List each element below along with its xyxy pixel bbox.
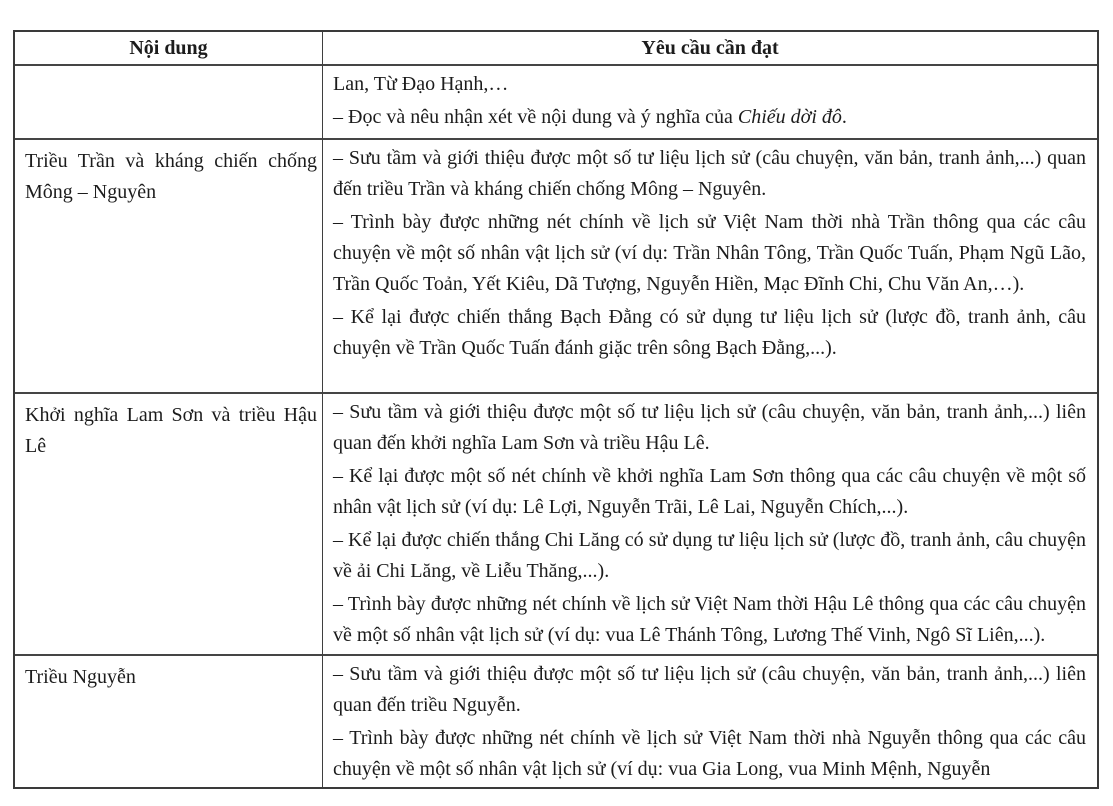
table-header-row bbox=[15, 32, 1097, 66]
requirement-paragraph bbox=[333, 461, 1086, 523]
requirements-cell bbox=[323, 656, 1097, 787]
requirement-paragraph bbox=[333, 143, 1086, 205]
requirement-paragraph bbox=[333, 302, 1086, 364]
content-table bbox=[13, 30, 1099, 789]
requirements-cell bbox=[323, 140, 1097, 394]
text-run: – Sưu tầm và giới thiệu được một số tư liệu lịch sử (câu chuyện, văn bản, tranh ảnh,...) quan đến triều Trần và kháng chiến chống Mông – Nguyên. bbox=[333, 147, 1086, 200]
requirements-cell bbox=[323, 394, 1097, 656]
table-row bbox=[15, 140, 1097, 394]
table-row bbox=[15, 394, 1097, 656]
text-run: – Trình bày được những nét chính về lịch sử Việt Nam thời Hậu Lê thông qua các câu chuyện về một số nhân vật lịch sử (ví dụ: vua Lê Thánh Tông, Lương Thế Vinh, Ngô Sĩ Liên,...). bbox=[333, 593, 1086, 646]
requirement-paragraph bbox=[333, 207, 1086, 300]
requirement-paragraph bbox=[333, 397, 1086, 459]
requirement-paragraph bbox=[333, 723, 1086, 785]
topic-cell: Triều Trần và kháng chiến chống Mông – Nguyên bbox=[15, 140, 323, 394]
requirement-paragraph bbox=[333, 659, 1086, 721]
requirements-cell bbox=[323, 66, 1097, 140]
text-run: Chiếu dời đô bbox=[737, 106, 842, 128]
topic-cell: Khởi nghĩa Lam Sơn và triều Hậu Lê bbox=[15, 394, 323, 656]
requirement-paragraph bbox=[333, 525, 1086, 587]
table-row bbox=[15, 66, 1097, 140]
topic-cell: Triều Nguyễn bbox=[15, 656, 323, 787]
requirement-paragraph bbox=[333, 69, 1086, 100]
text-run: – Kể lại được một số nét chính về khởi nghĩa Lam Sơn thông qua các câu chuyện về một số nhân vật lịch sử (ví dụ: Lê Lợi, Nguyễn Trãi, Lê Lai, Nguyễn Chích,...). bbox=[333, 465, 1086, 518]
text-run: – Trình bày được những nét chính về lịch sử Việt Nam thời nhà Nguyễn thông qua các câu chuyện về một số nhân vật lịch sử (ví dụ: vua Gia Long, vua Minh Mệnh, Nguyễn bbox=[333, 727, 1086, 780]
requirement-paragraph bbox=[333, 589, 1086, 651]
text-run: Lan, Từ Đạo Hạnh,… bbox=[333, 73, 509, 95]
topic-cell bbox=[15, 66, 323, 140]
text-run: – Kể lại được chiến thắng Chi Lăng có sử dụng tư liệu lịch sử (lược đồ, tranh ảnh, câu chuyện về ải Chi Lăng, về Liễu Thăng,...). bbox=[333, 529, 1086, 582]
text-run: – Sưu tầm và giới thiệu được một số tư liệu lịch sử (câu chuyện, văn bản, tranh ảnh,...) liên quan đến triều Nguyễn. bbox=[333, 663, 1086, 716]
text-run: – Sưu tầm và giới thiệu được một số tư liệu lịch sử (câu chuyện, văn bản, tranh ảnh,...) liên quan đến khởi nghĩa Lam Sơn và triều Hậu Lê. bbox=[333, 401, 1086, 454]
table-row bbox=[15, 656, 1097, 787]
text-run: – Trình bày được những nét chính về lịch sử Việt Nam thời nhà Trần thông qua các câu chuyện về một số nhân vật lịch sử (ví dụ: Trần Nhân Tông, Trần Quốc Tuấn, Phạm Ngũ Lão, Trần Quốc Toản, Yết Kiêu, Dã Tượng, Nguyễn Hiền, Mạc Đĩnh Chi, Chu Văn An,…). bbox=[333, 211, 1086, 295]
requirement-paragraph bbox=[333, 102, 1086, 133]
text-run: . bbox=[841, 106, 847, 128]
table-header-requirements: Yêu cầu cần đạt bbox=[323, 32, 1097, 66]
text-run: – Đọc và nêu nhận xét về nội dung và ý nghĩa của bbox=[333, 106, 738, 128]
table-header-topic: Nội dung bbox=[15, 32, 323, 66]
text-run: – Kể lại được chiến thắng Bạch Đằng có sử dụng tư liệu lịch sử (lược đồ, tranh ảnh, câu chuyện về Trần Quốc Tuấn đánh giặc trên sông Bạch Đằng,...). bbox=[333, 306, 1086, 359]
